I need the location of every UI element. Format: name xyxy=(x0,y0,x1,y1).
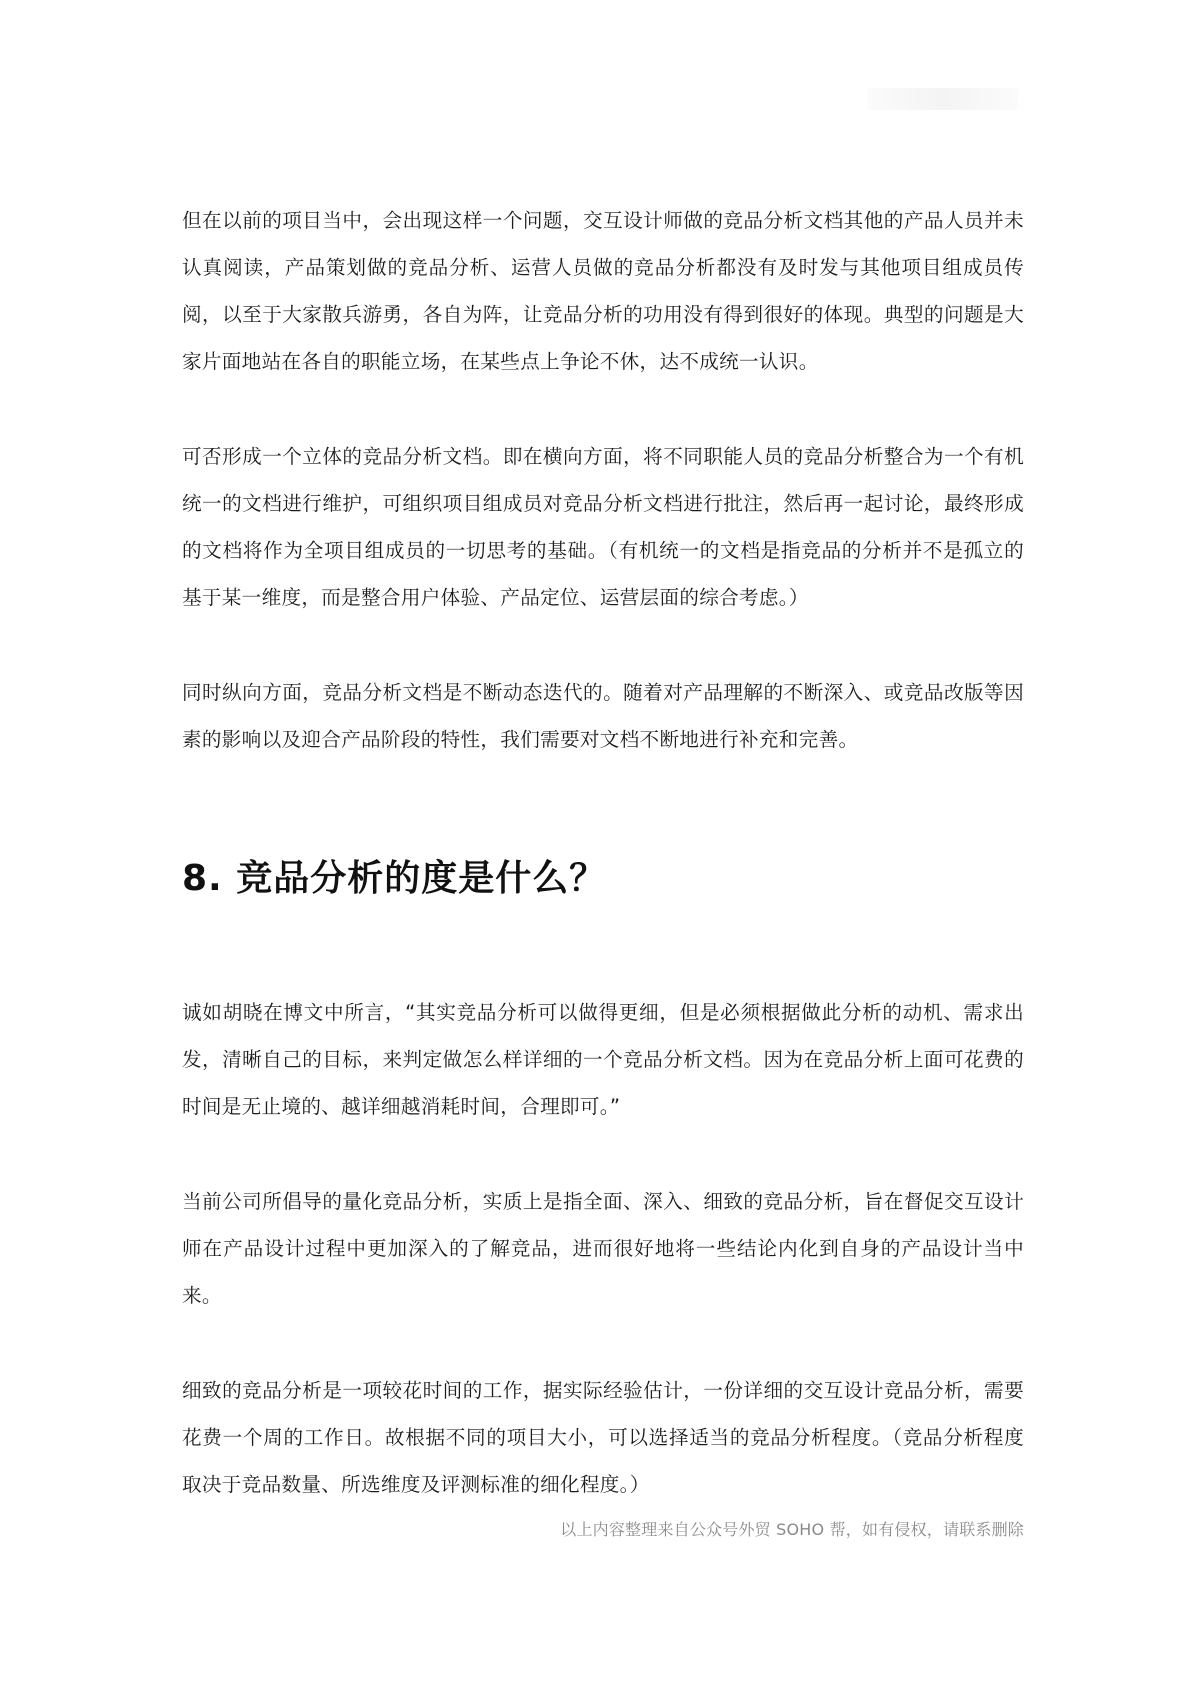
paragraph: 可否形成一个立体的竞品分析文档。即在横向方面，将不同职能人员的竞品分析整合为一个有机统一的文档进行维护，可组织项目组成员对竞品分析文档进行批注，然后再一起讨论，最终形成的文档将作为全项目组成员的一切思考的基础。（有机统一的文档是指竞品的分析并不是孤立的基于某一维度，而是整合用户体验、产品定位、运营层面的综合考虑。） xyxy=(182,445,1024,609)
document-body xyxy=(182,197,1024,1508)
paragraph: 但在以前的项目当中，会出现这样一个问题，交互设计师做的竞品分析文档其他的产品人员并未认真阅读，产品策划做的竞品分析、运营人员做的竞品分析都没有及时发与其他项目组成员传阅，以至于大家散兵游勇，各自为阵，让竞品分析的功用没有得到很好的体现。典型的问题是大家片面地站在各自的职能立场，在某些点上争论不休，达不成统一认识。 xyxy=(182,209,1024,373)
paragraph: 诚如胡晓在博文中所言，“其实竞品分析可以做得更细，但是必须根据做此分析的动机、需求出发，清晰自己的目标，来判定做怎么样详细的一个竞品分析文档。因为在竞品分析上面可花费的时间是无止境的、越详细越消耗时间，合理即可。” xyxy=(182,1001,1024,1118)
paragraph: 当前公司所倡导的量化竞品分析，实质上是指全面、深入、细致的竞品分析，旨在督促交互设计师在产品设计过程中更加深入的了解竞品，进而很好地将一些结论内化到自身的产品设计当中来。 xyxy=(182,1190,1024,1307)
paragraph: 同时纵向方面，竞品分析文档是不断动态迭代的。随着对产品理解的不断深入、或竞品改版等因素的影响以及迎合产品阶段的特性，我们需要对文档不断地进行补充和完善。 xyxy=(182,681,1024,751)
header-watermark xyxy=(868,88,1018,110)
source-note: 以上内容整理来自公众号外贸 SOHO 帮，如有侵权，请联系删除 xyxy=(560,1520,1024,1539)
paragraph: 细致的竞品分析是一项较花时间的工作，据实际经验估计，一份详细的交互设计竞品分析，需要花费一个周的工作日。故根据不同的项目大小，可以选择适当的竞品分析程度。（竞品分析程度取决于竞品数量、所选维度及评测标准的细化程度。） xyxy=(182,1379,1024,1496)
section-heading: 8. 竞品分析的度是什么？ xyxy=(182,858,607,899)
